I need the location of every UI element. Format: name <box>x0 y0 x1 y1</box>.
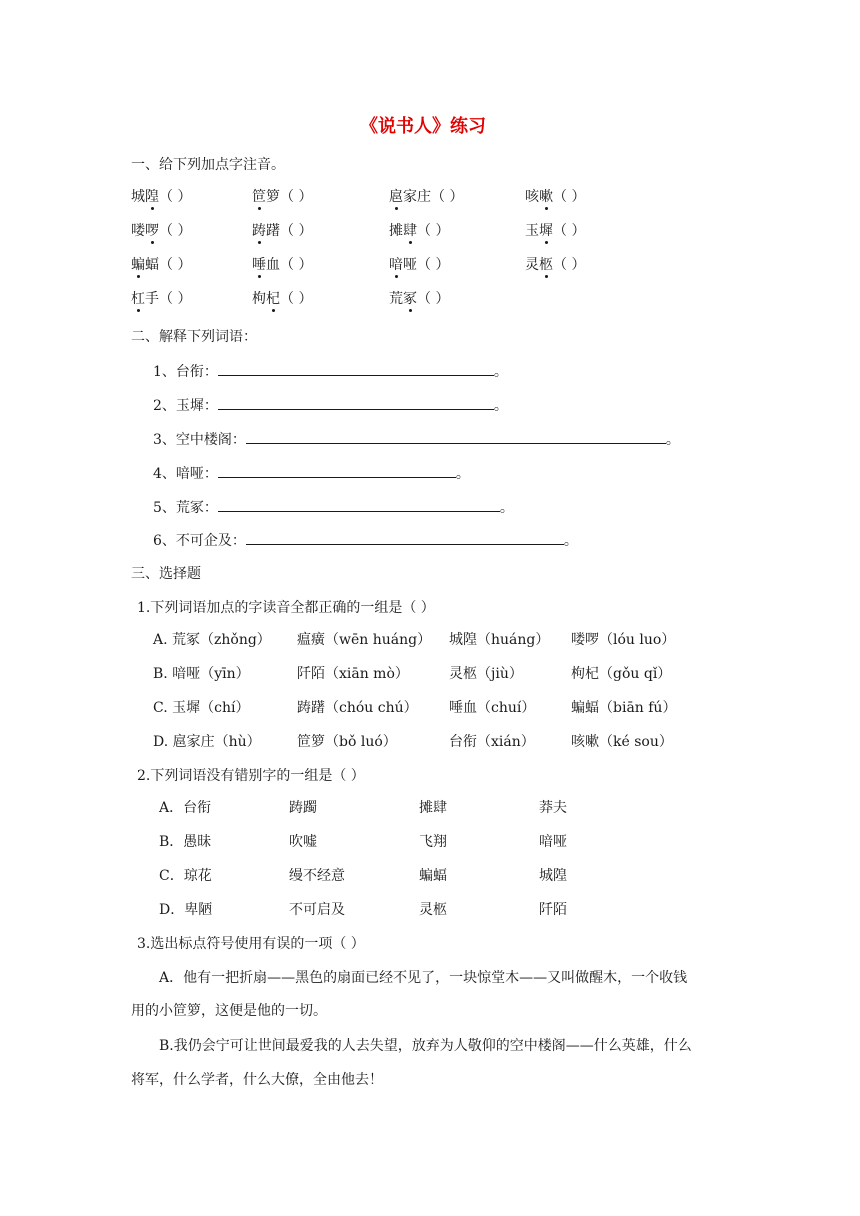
word-text: 哑 <box>403 257 417 273</box>
dotted-char: 蝙 <box>131 257 145 273</box>
define-term: 6、不可企及： <box>153 533 246 549</box>
answer-paren[interactable]: （ ） <box>553 257 586 273</box>
answer-paren[interactable]: （ ） <box>553 189 586 205</box>
dotted-char: 杞 <box>266 291 280 307</box>
dotted-char: 肆 <box>403 223 417 239</box>
dotted-char: 笸 <box>252 189 266 205</box>
define-item-5 <box>153 497 514 518</box>
option-word: 咳嗽（ké sou） <box>571 734 673 750</box>
option-word: 缦不经意 <box>289 868 345 884</box>
define-term: 4、喑哑： <box>153 466 218 482</box>
dotted-char: 墀 <box>539 223 553 239</box>
pinyin-item <box>525 187 585 207</box>
option-word: 瘟癀（wēn huáng） <box>297 632 432 648</box>
answer-line[interactable] <box>218 395 494 410</box>
pinyin-item <box>252 187 312 207</box>
option-label[interactable]: D. 扈家庄（hù） <box>153 734 261 750</box>
option-word: 蝙蝠 <box>419 868 447 884</box>
option-word: 城隍 <box>539 868 567 884</box>
option-word: 不可启及 <box>289 902 345 918</box>
word-text: 摊 <box>389 223 403 239</box>
define-term: 1、台衔： <box>153 364 218 380</box>
q2-stem: 2.下列词语没有错别字的一组是（ ） <box>137 768 365 784</box>
pinyin-item <box>131 221 191 241</box>
word-text: 荒 <box>389 291 403 307</box>
pinyin-item <box>131 187 191 207</box>
option-label[interactable]: B. 喑哑（yīn） <box>153 666 250 682</box>
answer-paren[interactable]: （ ） <box>280 189 313 205</box>
define-end: 。 <box>493 398 508 414</box>
pinyin-item <box>131 289 191 309</box>
answer-paren[interactable]: （ ） <box>159 291 192 307</box>
option-label[interactable]: D．卑陋 <box>159 902 213 918</box>
word-text: 躇 <box>266 223 280 239</box>
dotted-char: 扈 <box>389 189 403 205</box>
pinyin-item <box>252 289 312 309</box>
dotted-char: 冢 <box>403 291 417 307</box>
answer-line[interactable] <box>246 530 564 545</box>
word-text: 家庄 <box>403 189 431 205</box>
option-word: 灵柩 <box>419 902 447 918</box>
pinyin-item <box>389 255 449 275</box>
answer-paren[interactable]: （ ） <box>280 257 313 273</box>
word-text: 血 <box>266 257 280 273</box>
define-end: 。 <box>499 500 514 516</box>
answer-paren[interactable]: （ ） <box>159 223 192 239</box>
word-text: 城 <box>131 189 145 205</box>
define-term: 5、荒冢： <box>153 500 218 516</box>
q3-stem: 3.选出标点符号使用有误的一项（ ） <box>137 936 365 952</box>
define-end: 。 <box>563 533 578 549</box>
dotted-char: 隍 <box>145 189 159 205</box>
pinyin-item <box>389 221 449 241</box>
word-text: 灵 <box>525 257 539 273</box>
option-word: 阡陌 <box>539 902 567 918</box>
define-end: 。 <box>665 432 680 448</box>
option-word: 笸箩（bǒ luó） <box>297 734 397 750</box>
option-word: 喽啰（lóu luo） <box>571 632 676 648</box>
define-end: 。 <box>455 466 470 482</box>
answer-paren[interactable]: （ ） <box>431 189 464 205</box>
define-item-4 <box>153 463 470 484</box>
q3-option-a-line2: 用的小笸箩，这便是他的一切。 <box>131 1003 327 1019</box>
option-label[interactable]: C. 玉墀（chí） <box>153 700 250 716</box>
option-label[interactable]: B．愚昧 <box>159 834 212 850</box>
dotted-char: 嗽 <box>539 189 553 205</box>
option-label[interactable]: A．台衔 <box>159 800 212 816</box>
word-text: 手 <box>145 291 159 307</box>
dotted-char: 唾 <box>252 257 266 273</box>
word-text: 蝠 <box>145 257 159 273</box>
define-item-1 <box>153 361 508 382</box>
option-label[interactable]: A. 荒冢（zhǒng） <box>153 632 271 648</box>
define-item-6 <box>153 530 578 551</box>
option-word: 吹嘘 <box>289 834 317 850</box>
answer-paren[interactable]: （ ） <box>159 257 192 273</box>
word-text: 枸 <box>252 291 266 307</box>
q3-option-b-line1: B.我仍会宁可让世间最爱我的人去失望，放弃为人敬仰的空中楼阁——什么英雄，什么 <box>159 1038 692 1054</box>
option-word: 枸杞（gǒu qǐ） <box>571 666 672 682</box>
dotted-char: 啰 <box>145 223 159 239</box>
define-item-2 <box>153 395 508 416</box>
answer-paren[interactable]: （ ） <box>159 189 192 205</box>
option-word: 喑哑 <box>539 834 567 850</box>
define-term: 3、空中楼阁： <box>153 432 246 448</box>
pinyin-item <box>389 187 463 207</box>
q3-option-a-line1: A．他有一把折扇——黑色的扇面已经不见了，一块惊堂木——又叫做醒木，一个收钱 <box>159 970 688 986</box>
option-label[interactable]: C．琼花 <box>159 868 212 884</box>
dotted-char: 杠 <box>131 291 145 307</box>
pinyin-item <box>525 255 585 275</box>
word-text: 玉 <box>525 223 539 239</box>
section3-heading: 三、选择题 <box>131 566 201 582</box>
pinyin-item <box>252 221 312 241</box>
answer-paren[interactable]: （ ） <box>280 291 313 307</box>
option-word: 蝙蝠（biān fú） <box>571 700 677 716</box>
answer-paren[interactable]: （ ） <box>417 291 450 307</box>
dotted-char: 喑 <box>389 257 403 273</box>
option-word: 城隍（huáng） <box>449 632 550 648</box>
option-word: 台衔（xián） <box>449 734 535 750</box>
pinyin-item <box>389 289 449 309</box>
word-text: 喽 <box>131 223 145 239</box>
answer-line[interactable] <box>218 463 456 478</box>
q3-option-b-line2: 将军，什么学者，什么大僚，全由他去！ <box>131 1072 383 1088</box>
option-word: 唾血（chuí） <box>449 700 536 716</box>
option-word: 摊肆 <box>419 800 447 816</box>
answer-paren[interactable]: （ ） <box>417 223 450 239</box>
q1-stem: 1.下列词语加点的字读音全都正确的一组是（ ） <box>137 600 435 616</box>
answer-line[interactable] <box>246 429 666 444</box>
dotted-char: 柩 <box>539 257 553 273</box>
option-word: 阡陌（xiān mò） <box>297 666 409 682</box>
pinyin-item <box>525 221 585 241</box>
word-text: 咳 <box>525 189 539 205</box>
dotted-char: 踌 <box>252 223 266 239</box>
pinyin-item <box>252 255 312 275</box>
option-word: 莽夫 <box>539 800 567 816</box>
define-end: 。 <box>493 364 508 380</box>
define-item-3 <box>153 429 680 450</box>
answer-paren[interactable]: （ ） <box>417 257 450 273</box>
option-word: 踌躇（chóu chú） <box>297 700 418 716</box>
answer-line[interactable] <box>218 361 494 376</box>
option-word: 灵柩（jiù） <box>449 666 523 682</box>
section2-heading: 二、解释下列词语： <box>131 329 257 345</box>
define-term: 2、玉墀： <box>153 398 218 414</box>
pinyin-item <box>131 255 191 275</box>
option-word: 踌躅 <box>289 800 317 816</box>
word-text: 箩 <box>266 189 280 205</box>
answer-paren[interactable]: （ ） <box>280 223 313 239</box>
option-word: 飞翔 <box>419 834 447 850</box>
answer-paren[interactable]: （ ） <box>553 223 586 239</box>
answer-line[interactable] <box>218 497 500 512</box>
section1-heading: 一、给下列加点字注音。 <box>131 157 285 173</box>
page-title: 《说书人》练习 <box>360 116 486 137</box>
